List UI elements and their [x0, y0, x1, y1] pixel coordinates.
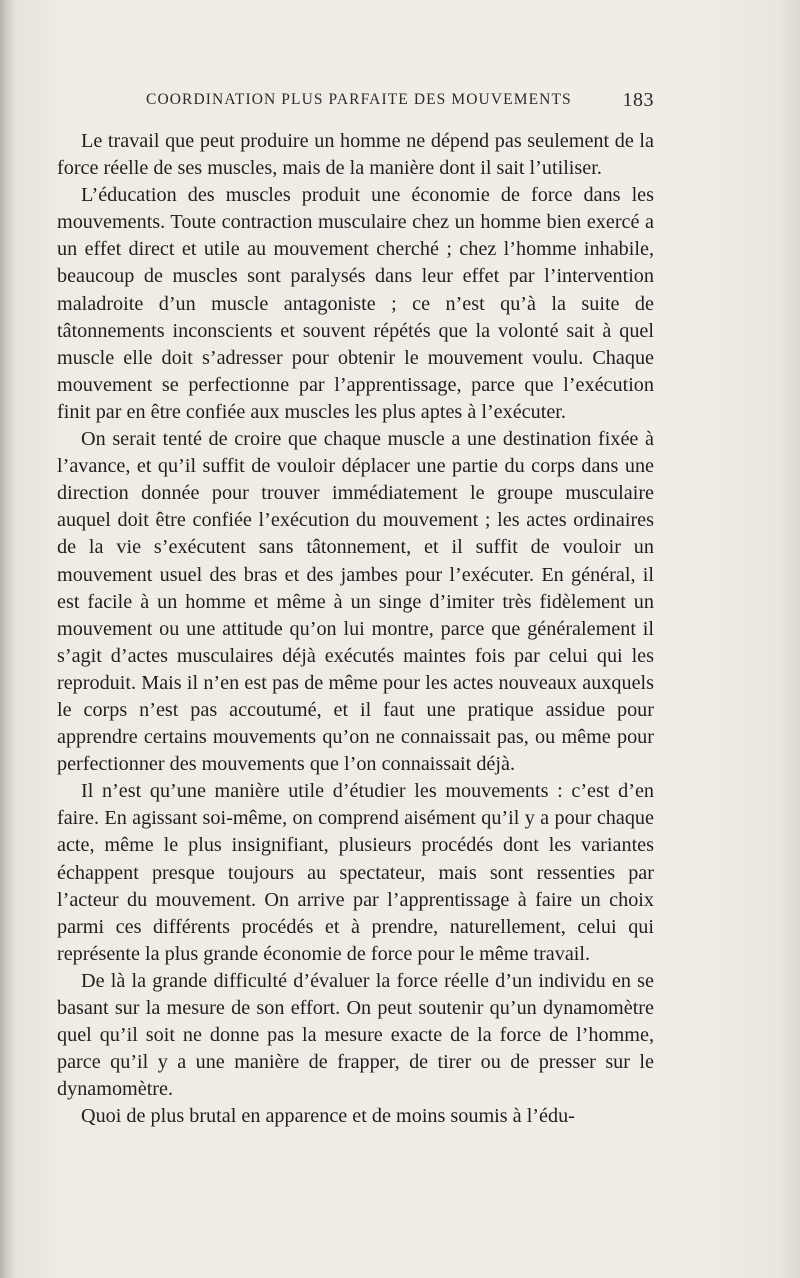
- running-title: COORDINATION PLUS PARFAITE DES MOUVEMENTS: [146, 91, 572, 108]
- body-text: [57, 128, 654, 1130]
- paragraph: Il n’est qu’une manière utile d’étudier les mouvements : c’est d’en faire. En agissant soi-même, on comprend aisément qu’il y a pour chaque acte, même le plus insignifiant, plusieurs procédés dont les variantes échappent presque toujours au spectateur, mais sont ressenties par l’acteur du mouvement. On arrive par l’apprentissage à faire un choix parmi ces différents procédés et à prendre, naturellement, celui qui représente la plus grande économie de force pour le même travail.: [57, 780, 654, 965]
- page-gutter-shadow: [0, 0, 14, 1278]
- paragraph: De là la grande difficulté d’évaluer la force réelle d’un individu en se basant sur la mesure de son effort. On peut soutenir qu’un dynamomètre quel qu’il soit ne donne pas la mesure exacte de la force de l’homme, parce qu’il y a une manière de frapper, de tirer ou de presser sur le dynamomètre.: [57, 969, 654, 1101]
- page-number: 183: [622, 89, 654, 111]
- paragraph: Le travail que peut produire un homme ne dépend pas seulement de la force réelle de ses muscles, mais de la manière dont il sait l’utiliser.: [57, 130, 654, 180]
- paragraph: Quoi de plus brutal en apparence et de moins soumis à l’édu-: [81, 1105, 575, 1128]
- paragraph: On serait tenté de croire que chaque muscle a une destination fixée à l’avance, et qu’il suffit de vouloir déplacer une partie du corps dans une direction donnée pour trouver immédiatement le groupe musculaire auquel doit être confiée l’exécution du mouvement ; les actes ordinaires de la vie s’exécutent sans tâtonnement, et il suffit de vouloir un mouvement usuel des bras et des jambes pour l’exécuter. En général, il est facile à un homme et même à un singe d’imiter très fidèlement un mouvement ou une attitude qu’on lui montre, parce que généralement il s’agit d’actes musculaires déjà exécutés maintes fois par celui qui les reproduit. Mais il n’en est pas de même pour les actes nouveaux auxquels le corps n’est pas accoutumé, et il faut une pratique assidue pour apprendre certains mouvements qu’on ne connaissait pas, ou même pour perfectionner des mouvements que l’on connaissait déjà.: [57, 428, 654, 776]
- paragraph: L’éducation des muscles produit une économie de force dans les mouvements. Toute contraction musculaire chez un homme bien exercé a un effet direct et utile au mouvement cherché ; chez l’homme inhabile, beaucoup de muscles sont paralysés dans leur effet par l’intervention maladroite d’un muscle antagoniste ; ce n’est qu’à la suite de tâtonnements inconscients et souvent répétés que la volonté sait à quel muscle elle doit s’adresser pour obtenir le mouvement voulu. Chaque mouvement se perfectionne par l’apprentissage, parce que l’exécution finit par en être confiée aux muscles les plus aptes à l’exécuter.: [57, 184, 654, 423]
